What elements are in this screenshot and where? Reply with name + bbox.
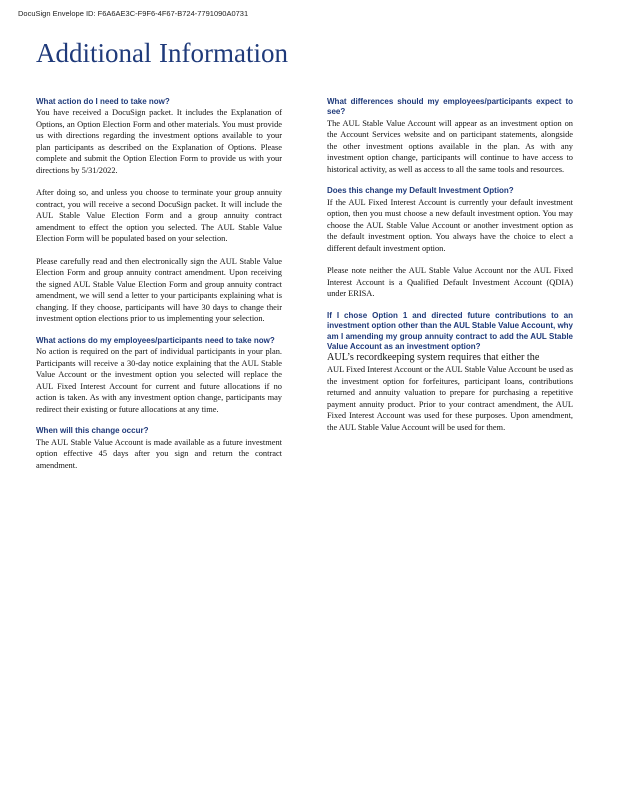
page-title-word-1: Additional — [36, 38, 152, 68]
answer-option-1-amendment: AUL Fixed Interest Account or the AUL Stable Value Account be used as the investment option for forfeitures, participant loans, contributions returned and annuity valuation to prepare for purchasing a repetitive payment annuity product. Prior to your contract amendment, the AUL Fixed Interest Account was used for these purposes. Upon amendment, the AUL Stable Value Account will be used for them. — [327, 365, 573, 432]
answer-action-needed-2: After doing so, and unless you choose to terminate your group annuity contract, you will receive a second DocuSign packet. It will include the AUL Stable Value Election Form and a group annuity contract amendment to effect the option you selected. The AUL Stable Value Election Form will be populated based on your selection. — [36, 188, 282, 244]
question-participant-actions: What actions do my employees/participants need to take now? — [36, 335, 275, 345]
answer-participant-actions: No action is required on the part of individual participants in your plan. Participants will receive a 30-day notice explaining that the AUL Stable Value Account or the investment option you selected will replace the AUL Fixed Interest Account for current and future allocations if no action is taken. As with any investment option change, participants may redirect their existing or future allocations at any time. — [36, 347, 282, 414]
question-action-needed: What action do I need to take now? — [36, 97, 170, 106]
answer-action-needed-1: You have received a DocuSign packet. It includes the Explanation of Options, an Option Election Form and other materials. You must provide us with directions regarding the investment options available to your plan participants as described on the Explanation of Options. Please complete and submit the Option Election Form to provide us with your directions by 5/31/2022. — [36, 108, 282, 175]
page-title — [36, 40, 288, 67]
right-column — [327, 97, 573, 444]
answer-option-1-amendment-lead: AUL’s recordkeeping system requires that either the — [327, 352, 540, 364]
left-column — [36, 97, 282, 482]
question-option-1-amendment: If I chose Option 1 and directed future contributions to an investment option other than the AUL Stable Value Account, why am I amending my group annuity contract to add the AUL Stable Value Account as an investment option? — [327, 310, 573, 351]
question-differences: What differences should my employees/participants expect to see? — [327, 97, 573, 117]
docusign-envelope-id: DocuSign Envelope ID: F6A6AE3C-F9F6-4F67-B724-7791090A0731 — [18, 9, 249, 18]
answer-default-investment-1: If the AUL Fixed Interest Account is currently your default investment option, then you must choose a new default investment option. You may choose the AUL Stable Value Account or another investment option as the default investment option. You always have the choice to elect a different default investment option. — [327, 197, 573, 253]
question-default-investment: Does this change my Default Investment Option? — [327, 186, 514, 196]
answer-action-needed-3: Please carefully read and then electronically sign the AUL Stable Value Election Form and group annuity contract amendment. Upon receiving the signed AUL Stable Value Election Form and group annuity contract amendment, we will send a letter to your participants explaining what is changing. If they choose, participants will have 30 days to change their investment option elections prior to us implementing your selection. — [36, 256, 282, 324]
answer-default-investment-2: Please note neither the AUL Stable Value Account nor the AUL Fixed Interest Account is a Qualified Default Investment Account (QDIA) under ERISA. — [327, 266, 573, 299]
question-change-timing: When will this change occur? — [36, 426, 149, 436]
page-title-word-2: Information — [159, 38, 288, 68]
answer-change-timing: The AUL Stable Value Account is made available as a future investment option effective 45 days after you sign and return the contract amendment. — [36, 437, 282, 470]
answer-differences: The AUL Stable Value Account will appear as an investment option on the Account Services website and on participant statements, alongside the other investment options available in the plan. As with any investment option change, participants will continue to have access to historical activity, as well as access to all the same tools and resources. — [327, 118, 573, 174]
